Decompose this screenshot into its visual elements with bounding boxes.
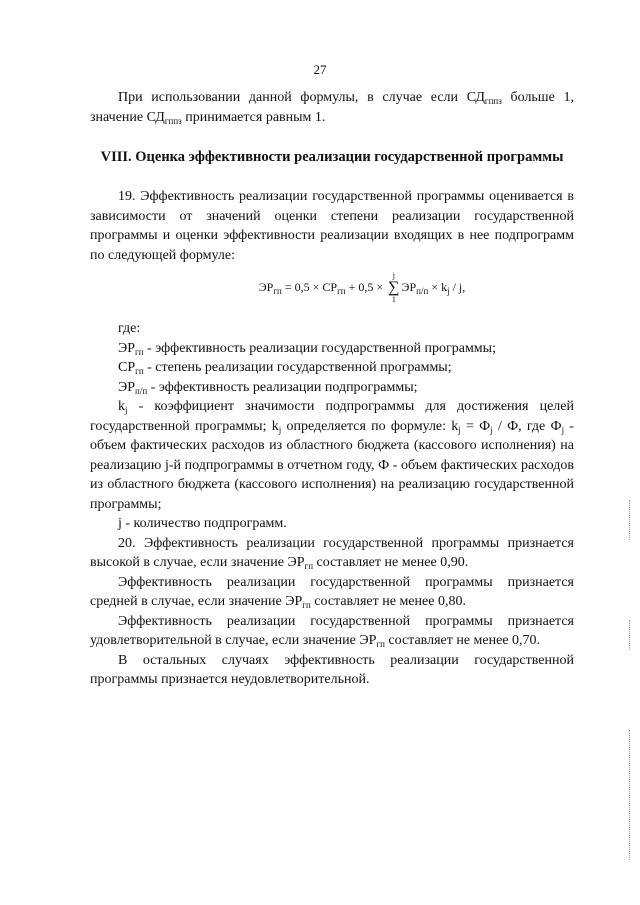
def-text: - эффективность реализации государственной программы; [143, 340, 496, 356]
def-sub: j [490, 424, 493, 435]
paragraph-20-medium [90, 573, 574, 612]
def-sub: j [278, 424, 282, 435]
para20-sub: гп [376, 639, 385, 649]
intro-sub-b: гппз [164, 115, 182, 126]
formula-tail: × k [428, 279, 448, 294]
def-symbol-sub: гп [135, 346, 144, 357]
formula-mid1-sub: гп [337, 285, 346, 296]
formula-mid1: = 0,5 × СР [281, 279, 338, 294]
formula-mid2: + 0,5 × [345, 279, 387, 294]
def-symbol: k [118, 399, 125, 414]
intro-text-b: больше 1, значение СД [90, 90, 574, 125]
para20-sub: гп [302, 600, 311, 610]
definition-kj [90, 397, 574, 514]
efficiency-formula [150, 271, 574, 305]
paragraph-20 [90, 534, 574, 573]
sigma-symbol: ∑ [388, 279, 400, 296]
formula-term-sub: п/п [416, 285, 429, 296]
def-symbol-sub: п/п [135, 385, 148, 396]
definition-srg [90, 358, 574, 378]
intro-text-a: При использовании данной формулы, в случае если СД [118, 90, 485, 105]
document-body [90, 88, 574, 690]
scan-edge-mark [629, 620, 632, 650]
para20-end: составляет не менее 0,70. [384, 633, 541, 648]
page-number: 27 [313, 62, 327, 77]
scan-edge-mark [629, 500, 632, 540]
formula-lhs-sub: гп [273, 285, 282, 296]
para20-end: составляет не менее 0,80. [310, 594, 466, 609]
para20-end: составляет не менее 0,90. [313, 555, 469, 570]
summation-sign [388, 271, 399, 305]
def-symbol-sub: гп [135, 366, 144, 376]
formula-tail-sub: j [447, 285, 450, 296]
def-symbol: СР [118, 360, 136, 375]
intro-paragraph [90, 88, 574, 127]
def-symbol: ЭР [118, 340, 136, 356]
intro-text-c: принимается равным 1. [181, 109, 326, 125]
formula-term: ЭР [401, 279, 417, 294]
paragraph-19: 19. Эффективность реализации государственной программы оценивается в зависимости от значений оценки степени реализации государственной программы и оценки эффективности реализации входящих в нее подпрограмм по следующей формуле: [90, 189, 574, 263]
where-label: где: [118, 321, 141, 336]
def-symbol: ЭР [118, 379, 136, 395]
def-text: / Ф, где Ф [492, 418, 562, 434]
def-text: определяется по формуле: k [281, 418, 459, 434]
sum-upper-limit: j [392, 271, 395, 280]
def-text: - объем фактических расходов из областного бюджета (кассового исполнения) на реализацию j-й подпрограммы в отчетном году, Ф - объем фактических расходов из областного бюджета (кассового исполнения) на реализацию государственной программы; [90, 418, 574, 512]
scan-edge-mark [629, 730, 632, 860]
intro-sub-a: гппз [484, 96, 502, 106]
def-text: = Ф [460, 418, 491, 434]
def-text: - эффективность реализации подпрограммы; [147, 379, 418, 395]
para20-text: Эффективность реализации государственной программы признается удовлетворительной в случае, если значение ЭР [90, 613, 574, 648]
definition-j: j - количество подпрограмм. [118, 516, 287, 531]
def-sub: j [458, 424, 461, 435]
def-sub: j [561, 424, 565, 435]
sum-lower-limit: 1 [391, 295, 396, 304]
paragraph-20-satisfactory [90, 612, 574, 651]
formula-lhs: ЭР [258, 279, 274, 294]
section-heading: VIII. Оценка эффективности реализации государственной программы [100, 149, 564, 165]
definition-erpp [90, 378, 574, 398]
para20-sub: гп [304, 561, 314, 571]
paragraph-20-unsatisfactory: В остальных случаях эффективность реализации государственной программы признается неудовлетворительной. [90, 652, 574, 687]
para20-text: 20. Эффективность реализации государственной программы признается высокой в случае, если значение ЭР [90, 535, 574, 570]
def-symbol-sub: j [125, 405, 128, 415]
def-text: - коэффициент значимости подпрограммы для достижения целей государственной программы; k [90, 399, 574, 434]
para20-text: Эффективность реализации государственной программы признается средней в случае, если значение ЭР [90, 574, 574, 609]
definition-erg [90, 339, 574, 359]
def-text: - степень реализации государственной программы; [143, 360, 452, 375]
formula-end: / j, [449, 279, 466, 294]
